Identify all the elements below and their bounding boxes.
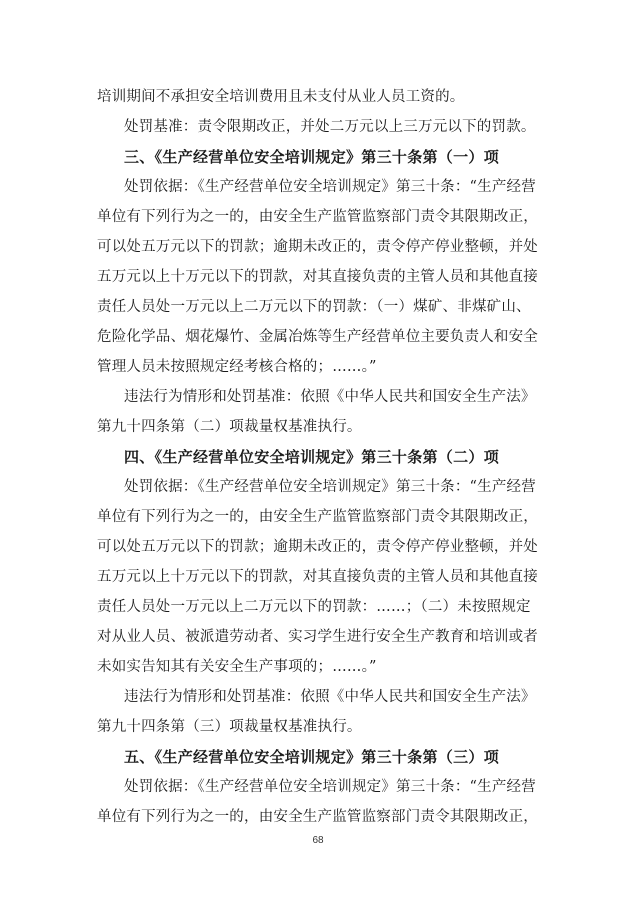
paragraph-line: 责任人员处一万元以上二万元以下的罚款：（一）煤矿、非煤矿山、 — [97, 299, 531, 315]
paragraph-line: 第九十四条第（三）项裁量权基准执行。 — [97, 719, 362, 735]
paragraph-line: 五万元以上十万元以下的罚款，对其直接负责的主管人员和其他直接 — [97, 569, 538, 585]
page-number: 68 — [312, 835, 324, 846]
paragraph-line: 管理人员未按照规定经考核合格的；……。” — [97, 359, 377, 375]
paragraph-line: 危险化学品、烟花爆竹、金属冶炼等生产经营单位主要负责人和安全 — [97, 329, 538, 345]
paragraph-line: 责任人员处一万元以上二万元以下的罚款：……；（二）未按照规定 — [97, 599, 531, 615]
paragraph-line: 单位有下列行为之一的，由安全生产监管监察部门责令其限期改正， — [97, 209, 538, 225]
penalty-standard-line: 处罚基准：责令限期改正，并处二万元以上三万元以下的罚款。 — [124, 119, 536, 135]
section-heading-4: 四、《生产经营单位安全培训规定》第三十条第（二）项 — [124, 448, 500, 466]
paragraph-line: 第九十四条第（二）项裁量权基准执行。 — [97, 419, 362, 435]
paragraph-line: 处罚依据：《生产经营单位安全培训规定》第三十条：“生产经营 — [124, 479, 536, 495]
section-heading-5: 五、《生产经营单位安全培训规定》第三十条第（三）项 — [124, 748, 500, 766]
paragraph-line: 五万元以上十万元以下的罚款，对其直接负责的主管人员和其他直接 — [97, 269, 538, 285]
section-heading-3: 三、《生产经营单位安全培训规定》第三十条第（一）项 — [124, 148, 500, 166]
paragraph-line: 可以处五万元以下的罚款；逾期未改正的，责令停产停业整顿，并处 — [97, 539, 538, 555]
paragraph-line: 违法行为情形和处罚基准：依照《中华人民共和国安全生产法》 — [124, 689, 536, 705]
paragraph-line: 培训期间不承担安全培训费用且未支付从业人员工资的。 — [97, 89, 465, 105]
paragraph-line: 单位有下列行为之一的，由安全生产监管监察部门责令其限期改正， — [97, 809, 538, 825]
paragraph-line: 未如实告知其有关安全生产事项的；……。” — [97, 659, 377, 675]
paragraph-line: 对从业人员、被派遣劳动者、实习学生进行安全生产教育和培训或者 — [97, 629, 538, 645]
paragraph-line: 单位有下列行为之一的，由安全生产监管监察部门责令其限期改正， — [97, 509, 538, 525]
paragraph-line: 可以处五万元以下的罚款；逾期未改正的，责令停产停业整顿，并处 — [97, 239, 538, 255]
paragraph-line: 处罚依据：《生产经营单位安全培训规定》第三十条：“生产经营 — [124, 779, 536, 795]
paragraph-line: 处罚依据：《生产经营单位安全培训规定》第三十条：“生产经营 — [124, 179, 536, 195]
paragraph-line: 违法行为情形和处罚基准：依照《中华人民共和国安全生产法》 — [124, 389, 536, 405]
